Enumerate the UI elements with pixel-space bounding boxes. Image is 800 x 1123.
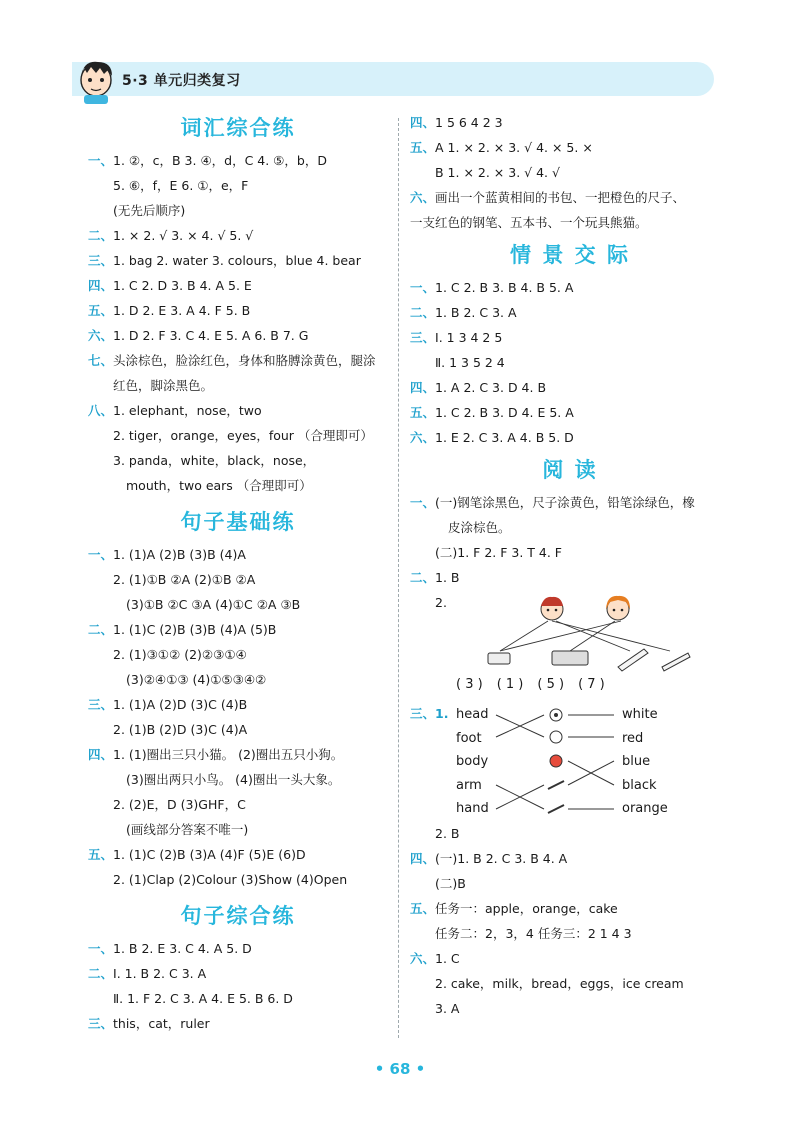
question-label: 五、 bbox=[410, 405, 436, 420]
question-label: 四、 bbox=[410, 851, 436, 866]
answer-text: (无先后顺序) bbox=[113, 203, 186, 218]
answer-line bbox=[88, 592, 388, 617]
answer-text: (一)钢笔涂黑色，尺子涂黄色，铅笔涂绿色，橡 bbox=[435, 495, 695, 510]
answer-line bbox=[88, 373, 388, 398]
answer-line bbox=[88, 198, 388, 223]
question-label: 四、 bbox=[88, 278, 114, 293]
match-right-word: blue bbox=[622, 754, 651, 769]
answer-text: 任务二：2，3，4 任务三：2 1 4 3 bbox=[435, 926, 632, 941]
question-label: 四、 bbox=[88, 747, 114, 762]
answer-line bbox=[88, 842, 388, 867]
answer-text: 1. B 2. E 3. C 4. A 5. D bbox=[113, 941, 252, 956]
answer-text: Ⅰ. 1 3 4 2 5 bbox=[435, 330, 503, 345]
answer-line bbox=[410, 921, 730, 946]
answer-line bbox=[410, 325, 730, 350]
answer-line bbox=[88, 223, 388, 248]
question-label: 二、 bbox=[410, 570, 436, 585]
column-divider bbox=[398, 118, 399, 1038]
answer-line bbox=[410, 135, 730, 160]
answer-text: 任务一：apple，orange，cake bbox=[435, 901, 618, 916]
answer-text: (二)B bbox=[435, 876, 466, 891]
section-title-comp: 句子综合练 bbox=[180, 904, 296, 928]
answer-line bbox=[410, 540, 730, 565]
answer-text: this，cat，ruler bbox=[113, 1016, 210, 1031]
answer-text: 1. × 2. √ 3. × 4. √ 5. √ bbox=[113, 228, 254, 243]
question-label: 五、 bbox=[88, 303, 114, 318]
pencil-box-icon bbox=[552, 651, 588, 665]
answer-text: 1. ②，c，B 3. ④，d，C 4. ⑤，b，D bbox=[113, 153, 327, 168]
answer-line bbox=[88, 867, 388, 892]
answer-text: 5. ⑥，f，E 6. ①，e，F bbox=[113, 178, 249, 193]
answer-text: 1. (1)圈出三只小猫。 (2)圈出五只小狗。 bbox=[113, 747, 344, 762]
answer-text: 红色，脚涂黑色。 bbox=[113, 378, 214, 393]
answer-text: 1. C 2. D 3. B 4. A 5. E bbox=[113, 278, 252, 293]
answer-line bbox=[88, 148, 388, 173]
answer-text: 1. (1)A (2)B (3)B (4)A bbox=[113, 547, 246, 562]
bracket-answers bbox=[456, 677, 736, 692]
flower-icon bbox=[550, 709, 562, 721]
header-banner bbox=[72, 62, 714, 96]
bracket-answer: ( 3 ) bbox=[456, 677, 483, 692]
brush-icon bbox=[548, 805, 564, 813]
answer-line bbox=[88, 717, 388, 742]
question-label: 三、 bbox=[88, 1016, 114, 1031]
question-label: 四、 bbox=[410, 380, 436, 395]
answer-text: (3)①B ②C ③A (4)①C ②A ③B bbox=[126, 597, 301, 612]
answer-text: (一)1. B 2. C 3. B 4. A bbox=[435, 851, 568, 866]
question-label: 六、 bbox=[410, 190, 436, 205]
answer-line bbox=[88, 1011, 388, 1036]
answer-text: mouth，two ears （合理即可） bbox=[126, 478, 312, 493]
question-label: 六、 bbox=[410, 951, 436, 966]
question-label: 一、 bbox=[88, 547, 114, 562]
bracket-answer: ( 7 ) bbox=[578, 677, 605, 692]
header-title: 5·3 单元归类复习 bbox=[122, 73, 241, 89]
answer-text: 1. C 2. B 3. D 4. E 5. A bbox=[435, 405, 574, 420]
question-label: 六、 bbox=[88, 328, 114, 343]
answer-line bbox=[88, 448, 388, 473]
apple-icon bbox=[550, 755, 562, 767]
match-right-word: black bbox=[622, 777, 657, 793]
answer-line bbox=[88, 542, 388, 567]
answer-text: 1 5 6 4 2 3 bbox=[435, 115, 503, 130]
answer-text: 1. (1)A (2)D (3)C (4)B bbox=[113, 697, 248, 712]
kids-stationery-illustration bbox=[410, 615, 730, 703]
answer-text: 1. D 2. E 3. A 4. F 5. B bbox=[113, 303, 251, 318]
answer-text: 1. elephant，nose，two bbox=[113, 403, 262, 418]
matching-label: 三、1. bbox=[410, 706, 449, 721]
question-label: 二、 bbox=[410, 305, 436, 320]
answer-text: (二)1. F 2. F 3. T 4. F bbox=[435, 545, 562, 560]
section-title-vocab: 词汇综合练 bbox=[180, 116, 296, 140]
match-right-word: red bbox=[622, 730, 644, 746]
match-right-list bbox=[622, 703, 668, 821]
answer-text: 2. (2)E，D (3)GHF，C bbox=[113, 797, 246, 812]
question-label: 四、 bbox=[410, 115, 436, 130]
answer-line bbox=[88, 298, 388, 323]
answer-text: 1. B 2. C 3. A bbox=[435, 305, 517, 320]
left-column bbox=[88, 110, 388, 1036]
question-label: 二、 bbox=[88, 966, 114, 981]
match-left-word: body bbox=[456, 754, 489, 769]
answer-text: 3. panda，white，black，nose， bbox=[113, 453, 316, 468]
match-left-word: hand bbox=[456, 801, 489, 816]
answer-line bbox=[410, 996, 730, 1021]
answer-text: 1. (1)C (2)B (3)B (4)A (5)B bbox=[113, 622, 277, 637]
question-label: 五、 bbox=[410, 140, 436, 155]
answer-line bbox=[410, 490, 730, 515]
answer-text: 2. cake，milk，bread，eggs，ice cream bbox=[435, 976, 684, 991]
answer-text: 画出一个蓝黄相间的书包、一把橙色的尺子、 bbox=[435, 190, 686, 205]
question-label: 五、 bbox=[88, 847, 114, 862]
answer-line bbox=[88, 936, 388, 961]
answer-line bbox=[88, 423, 388, 448]
boy-mascot-icon bbox=[74, 58, 118, 104]
match-left-word: head bbox=[456, 707, 489, 722]
answer-line bbox=[88, 817, 388, 842]
answer-line bbox=[88, 173, 388, 198]
answer-line bbox=[88, 961, 388, 986]
answer-line bbox=[88, 986, 388, 1011]
answer-line bbox=[410, 400, 730, 425]
pencil-icon bbox=[618, 649, 648, 671]
answer-line bbox=[88, 567, 388, 592]
answer-line bbox=[410, 896, 730, 921]
answer-line bbox=[410, 350, 730, 375]
question-label: 三、 bbox=[88, 697, 114, 712]
answer-line bbox=[88, 473, 388, 498]
ring-icon bbox=[550, 731, 562, 743]
question-label: 八、 bbox=[88, 403, 114, 418]
question-label: 三、 bbox=[88, 253, 114, 268]
answer-line bbox=[410, 821, 730, 846]
question-label: 一、 bbox=[88, 153, 114, 168]
bracket-answer: ( 5 ) bbox=[537, 677, 565, 692]
answer-text: 1. D 2. F 3. C 4. E 5. A 6. B 7. G bbox=[113, 328, 309, 343]
question-label: 二、 bbox=[88, 228, 114, 243]
question-label: 二、 bbox=[88, 622, 114, 637]
answer-text: 一支红色的钢笔、五本书、一个玩具熊猫。 bbox=[410, 215, 648, 230]
answer-text: 2. bbox=[435, 595, 447, 610]
section-title-reading: 阅 读 bbox=[542, 458, 598, 482]
answer-line bbox=[88, 273, 388, 298]
question-label: 一、 bbox=[410, 280, 436, 295]
answer-line bbox=[88, 667, 388, 692]
answer-text: Ⅰ. 1. B 2. C 3. A bbox=[113, 966, 207, 981]
answer-text: 2. (1)Clap (2)Colour (3)Show (4)Open bbox=[113, 872, 348, 887]
question-label: 七、 bbox=[88, 353, 114, 368]
answer-text: 1. A 2. C 3. D 4. B bbox=[435, 380, 547, 395]
answer-text: Ⅱ. 1. F 2. C 3. A 4. E 5. B 6. D bbox=[113, 991, 293, 1006]
answer-text: 2. (1)①B ②A (2)①B ②A bbox=[113, 572, 256, 587]
answer-line bbox=[88, 323, 388, 348]
stationery-match-graphic bbox=[440, 593, 740, 681]
answer-line bbox=[410, 846, 730, 871]
answer-text: 1. bag 2. water 3. colours，blue 4. bear bbox=[113, 253, 361, 268]
eraser-icon bbox=[488, 653, 510, 664]
answer-line bbox=[410, 110, 730, 135]
answer-line bbox=[88, 742, 388, 767]
answer-text: 1. (1)C (2)B (3)A (4)F (5)E (6)D bbox=[113, 847, 306, 862]
answer-line bbox=[410, 375, 730, 400]
answer-text: 2. (1)B (2)D (3)C (4)A bbox=[113, 722, 248, 737]
answer-line bbox=[410, 160, 730, 185]
answer-line bbox=[410, 185, 730, 210]
answer-line bbox=[410, 300, 730, 325]
answer-line bbox=[410, 275, 730, 300]
answer-text: 2. tiger，orange，eyes，four （合理即可） bbox=[113, 428, 373, 443]
answer-text: 1. B bbox=[435, 570, 460, 585]
answer-text: 1. C 2. B 3. B 4. B 5. A bbox=[435, 280, 574, 295]
match-left-word: arm bbox=[456, 777, 482, 793]
answer-line bbox=[410, 871, 730, 896]
answer-text: (3)圈出两只小鸟。 (4)圈出一头大象。 bbox=[126, 772, 341, 787]
answer-line bbox=[410, 565, 730, 590]
answer-line bbox=[88, 248, 388, 273]
answer-line bbox=[410, 210, 730, 235]
answer-line bbox=[410, 425, 730, 450]
bracket-answer: ( 1 ) bbox=[496, 677, 524, 692]
question-label: 一、 bbox=[410, 495, 436, 510]
pen-icon bbox=[662, 653, 690, 671]
match-lines bbox=[488, 703, 628, 821]
answer-text: 1. C bbox=[435, 951, 460, 966]
section-title-basic: 句子基础练 bbox=[180, 510, 296, 534]
answer-text: A 1. × 2. × 3. √ 4. × 5. × bbox=[435, 140, 593, 155]
girl-face-icon bbox=[606, 596, 630, 620]
answer-line bbox=[410, 515, 730, 540]
right-column bbox=[410, 110, 730, 1021]
question-label: 三、 bbox=[410, 330, 436, 345]
answer-line bbox=[410, 971, 730, 996]
match-left-word: foot bbox=[456, 730, 482, 746]
answer-text: 头涂棕色，脸涂红色，身体和胳膊涂黄色，腿涂 bbox=[113, 353, 376, 368]
answer-line bbox=[88, 767, 388, 792]
answer-text: 皮涂棕色。 bbox=[448, 520, 511, 535]
answer-line bbox=[88, 692, 388, 717]
question-label: 五、 bbox=[410, 901, 436, 916]
answer-text: (画线部分答案不唯一) bbox=[126, 822, 249, 837]
section-title-situation: 情 景 交 际 bbox=[510, 243, 630, 267]
match-right-word: orange bbox=[622, 801, 668, 816]
answer-text: 3. A bbox=[435, 1001, 460, 1016]
answer-text: (3)②④①③ (4)①⑤③④② bbox=[126, 672, 267, 687]
question-label: 一、 bbox=[88, 941, 114, 956]
answer-line bbox=[410, 946, 730, 971]
question-label: 六、 bbox=[410, 430, 436, 445]
pen-small-icon bbox=[548, 781, 564, 789]
match-left-list bbox=[456, 703, 489, 821]
answer-text: Ⅱ. 1 3 5 2 4 bbox=[435, 355, 505, 370]
body-color-matching bbox=[410, 703, 730, 821]
answer-line bbox=[88, 642, 388, 667]
answer-line bbox=[88, 348, 388, 373]
match-right-word: white bbox=[622, 707, 658, 722]
answer-line bbox=[88, 617, 388, 642]
answer-line bbox=[88, 792, 388, 817]
answer-text: 2. (1)③①② (2)②③①④ bbox=[113, 647, 247, 662]
answer-text: B 1. × 2. × 3. √ 4. √ bbox=[435, 165, 560, 180]
page-number: • 68 • bbox=[374, 1060, 426, 1078]
answer-line bbox=[88, 398, 388, 423]
answer-text: 1. E 2. C 3. A 4. B 5. D bbox=[435, 430, 574, 445]
answer-text: 2. B bbox=[435, 826, 460, 841]
boy-face-icon bbox=[541, 597, 563, 620]
